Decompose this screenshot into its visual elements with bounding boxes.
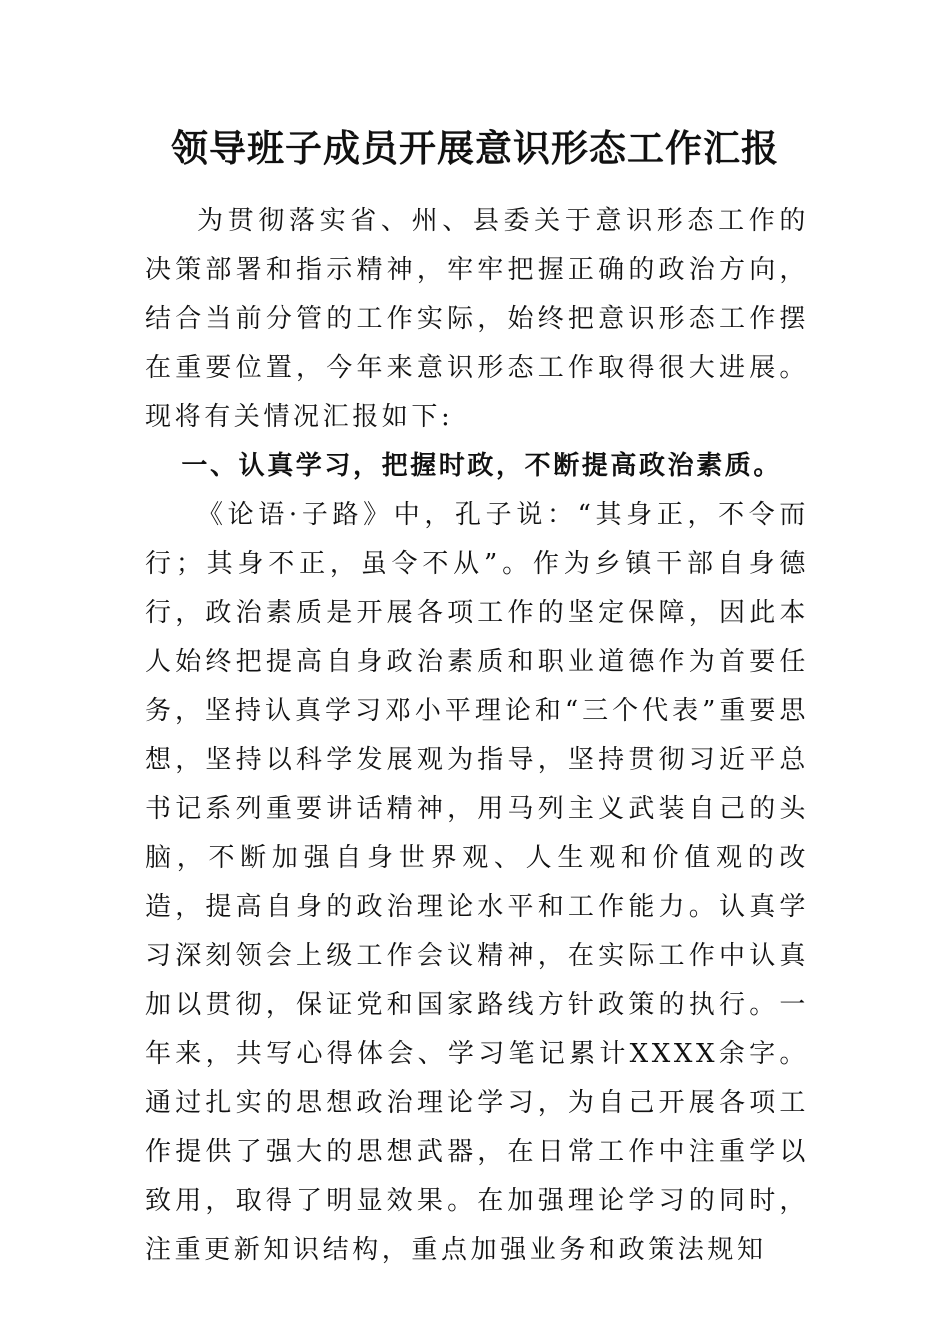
document-body	[145, 197, 809, 1275]
document-title: 领导班子成员开展意识形态工作汇报	[171, 126, 779, 170]
section-heading-1: 一、认真学习，把握时政，不断提高政治素质。	[181, 451, 782, 481]
intro-paragraph: 为贯彻落实省、州、县委关于意识形态工作的决策部署和指示精神，牢牢把握正确的政治方向，结合当前分管的工作实际，始终把意识形态工作摆在重要位置，今年来意识形态工作取得很大进展。现将有关情况汇报如下:	[145, 206, 809, 432]
section-1-paragraph: 《论语·子路》中，孔子说：“其身正，不令而行；其身不正，虽令不从”。作为乡镇干部自身德行，政治素质是开展各项工作的坚定保障，因此本人始终把提高自身政治素质和职业道德作为首要任务，坚持认真学习邓小平理论和“三个代表”重要思想，坚持以科学发展观为指导，坚持贯彻习近平总书记系列重要讲话精神，用马列主义武装自己的头脑，不断加强自身世界观、人生观和价值观的改造，提高自身的政治理论水平和工作能力。认真学习深刻领会上级工作会议精神，在实际工作中认真加以贯彻，保证党和国家路线方针政策的执行。一年来，共写心得体会、学习笔记累计XXXX余字。通过扎实的思想政治理论学习，为自己开展各项工作提供了强大的思想武器，在日常工作中注重学以致用，取得了明显效果。在加强理论学习的同时，注重更新知识结构，重点加强业务和政策法规知	[145, 500, 809, 1265]
